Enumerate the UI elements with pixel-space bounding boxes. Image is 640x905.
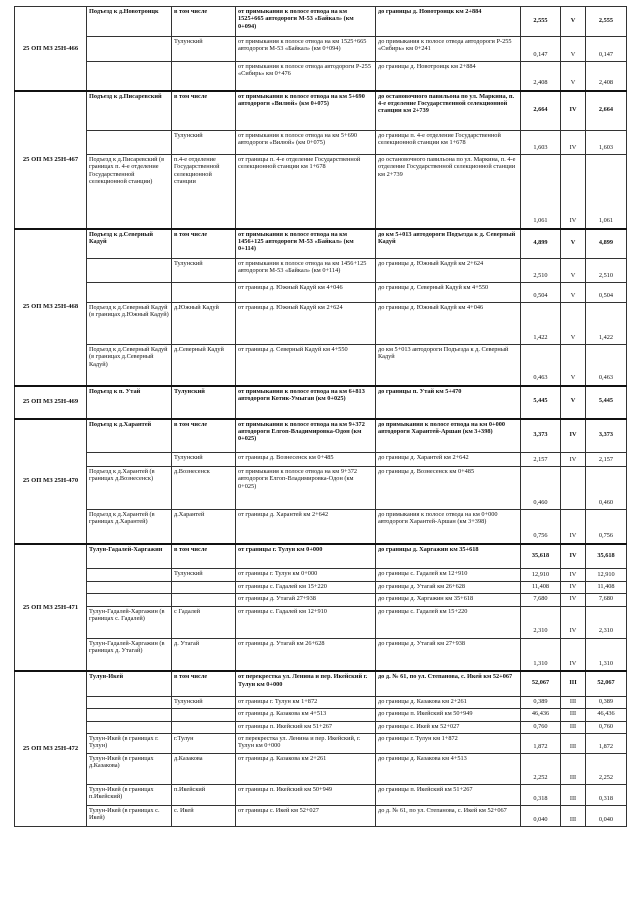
- area-cell: [172, 594, 236, 606]
- total-length-cell: 2,408: [586, 62, 627, 91]
- area-cell: с. Икей: [172, 806, 236, 827]
- total-length-cell: 0,760: [586, 721, 627, 733]
- length-cell: 0,760: [521, 721, 561, 733]
- area-cell: Тулунский: [172, 259, 236, 283]
- category-cell: IV: [561, 419, 586, 453]
- table-row: [15, 62, 627, 91]
- table-row: [15, 155, 627, 229]
- start-point-cell: от границы д. Казакова км 4+513: [236, 709, 376, 721]
- road-id-cell: 25 ОП МЗ 25Н-472: [15, 671, 87, 826]
- road-id-cell: 25 ОП МЗ 25Н-469: [15, 386, 87, 419]
- category-cell: V: [561, 386, 586, 419]
- total-length-cell: 2,664: [586, 91, 627, 131]
- end-point-cell: до границы г. Тулун км 1+872: [376, 734, 521, 754]
- table-row: [15, 734, 627, 754]
- road-name-cell: [87, 453, 172, 467]
- road-id-cell: 25 ОП МЗ 25Н-468: [15, 229, 87, 386]
- start-point-cell: от перекрестка ул. Ленина и пер. Икейский, г. Тулун км 0+000: [236, 734, 376, 754]
- end-point-cell: до примыкания к полосе отвода автодороги Р-255 «Сибирь» км 0+241: [376, 37, 521, 62]
- start-point-cell: от примыкания к полосе отвода на км 1525+665 автодороги М-53 «Байкал» (км 0+094): [236, 37, 376, 62]
- table-row: [15, 785, 627, 806]
- category-cell: V: [561, 62, 586, 91]
- area-cell: д. Утагай: [172, 638, 236, 671]
- total-length-cell: 11,408: [586, 582, 627, 594]
- total-length-cell: 2,310: [586, 606, 627, 638]
- category-cell: IV: [561, 453, 586, 467]
- area-cell: Тулунский: [172, 696, 236, 708]
- category-cell: IV: [561, 131, 586, 155]
- length-cell: 12,910: [521, 569, 561, 582]
- road-name-cell: [87, 709, 172, 721]
- start-point-cell: от границы г. Тулун км 0+000: [236, 569, 376, 582]
- road-name-cell: Тулун-Гадалей-Харгажин: [87, 544, 172, 569]
- end-point-cell: до границы д. Новотроицк км 2+884: [376, 7, 521, 37]
- start-point-cell: от примыкания к полосе отвода на км 9+372 автодороги Елгоп-Владимировка-Одон (км 0+025): [236, 467, 376, 510]
- road-id-cell: 25 ОП МЗ 25Н-467: [15, 91, 87, 229]
- end-point-cell: до границы д. Харгажин км 35+618: [376, 544, 521, 569]
- road-name-cell: Подъезд к д.Северный Кадуй: [87, 229, 172, 259]
- area-cell: в том числе: [172, 544, 236, 569]
- table-row: [15, 569, 627, 582]
- table-row: [15, 283, 627, 303]
- start-point-cell: от примыкания к полосе отвода на км 9+372 автодороги Елгоп-Владимировка-Одон (км 0+025): [236, 419, 376, 453]
- start-point-cell: от границы п. 4-е отделение Государственной селекционной станции км 1+678: [236, 155, 376, 229]
- area-cell: Тулунский: [172, 37, 236, 62]
- total-length-cell: 0,389: [586, 696, 627, 708]
- category-cell: III: [561, 721, 586, 733]
- area-cell: Тулунский: [172, 131, 236, 155]
- total-length-cell: 1,310: [586, 638, 627, 671]
- end-point-cell: до границы д. Утагай км 26+628: [376, 582, 521, 594]
- road-id-cell: 25 ОП МЗ 25Н-470: [15, 419, 87, 544]
- length-cell: 5,445: [521, 386, 561, 419]
- total-length-cell: 0,756: [586, 510, 627, 544]
- area-cell: в том числе: [172, 7, 236, 37]
- end-point-cell: до остановочного павильона по ул. Маркина, п. 4-е отделение Государственной селекционной станции км 2+739: [376, 91, 521, 131]
- total-length-cell: 0,318: [586, 785, 627, 806]
- end-point-cell: до д. № 61, по ул. Степанова, с. Икей км 52+067: [376, 806, 521, 827]
- length-cell: 2,555: [521, 7, 561, 37]
- road-name-cell: Подъезд к д.Харантей (в границах д.Вознесенск): [87, 467, 172, 510]
- end-point-cell: до остановочного павильона по ул. Маркина, п. 4-е отделение Государственной селекционной станции км 2+739: [376, 155, 521, 229]
- end-point-cell: до границы д. Северный Кадуй км 4+550: [376, 283, 521, 303]
- total-length-cell: 5,445: [586, 386, 627, 419]
- total-length-cell: 0,040: [586, 806, 627, 827]
- end-point-cell: до границы с. Гадалей км 15+220: [376, 606, 521, 638]
- length-cell: 0,756: [521, 510, 561, 544]
- length-cell: 35,618: [521, 544, 561, 569]
- table-row: [15, 709, 627, 721]
- area-cell: в том числе: [172, 419, 236, 453]
- end-point-cell: до границы д. Южный Кадуй км 4+046: [376, 303, 521, 345]
- category-cell: IV: [561, 594, 586, 606]
- length-cell: 3,373: [521, 419, 561, 453]
- start-point-cell: от границы п. Икейский км 50+949: [236, 785, 376, 806]
- length-cell: 46,436: [521, 709, 561, 721]
- road-name-cell: Тулун-Гадалей-Харгажин (в границах с. Гадалей): [87, 606, 172, 638]
- end-point-cell: до границы д. Утагай км 27+938: [376, 638, 521, 671]
- end-point-cell: до границы п. Икейский км 50+949: [376, 709, 521, 721]
- table-row: [15, 467, 627, 510]
- category-cell: IV: [561, 510, 586, 544]
- category-cell: III: [561, 806, 586, 827]
- road-name-cell: Тулун-Гадалей-Харгажин (в границах д. Утагай): [87, 638, 172, 671]
- category-cell: V: [561, 7, 586, 37]
- table-row: [15, 544, 627, 569]
- area-cell: п.Икейский: [172, 785, 236, 806]
- area-cell: Тулунский: [172, 386, 236, 419]
- end-point-cell: до границы д. Южный Кадуй км 2+624: [376, 259, 521, 283]
- category-cell: V: [561, 283, 586, 303]
- category-cell: IV: [561, 638, 586, 671]
- area-cell: [172, 709, 236, 721]
- start-point-cell: от границы с. Гадалей км 15+220: [236, 582, 376, 594]
- length-cell: 1,422: [521, 303, 561, 345]
- roads-register-page: [14, 6, 626, 827]
- end-point-cell: до д. № 61, по ул. Степанова, с. Икей км 52+067: [376, 671, 521, 696]
- end-point-cell: до границы д. Новотроицк км 2+884: [376, 62, 521, 91]
- table-row: [15, 696, 627, 708]
- roads-register-table: [14, 6, 627, 827]
- table-row: [15, 259, 627, 283]
- length-cell: 0,463: [521, 345, 561, 386]
- length-cell: 4,899: [521, 229, 561, 259]
- length-cell: 2,510: [521, 259, 561, 283]
- start-point-cell: от границы д. Северный Кадуй км 4+550: [236, 345, 376, 386]
- category-cell: III: [561, 671, 586, 696]
- category-cell: V: [561, 345, 586, 386]
- start-point-cell: от примыкания к полосе отвода на км 1456+125 автодороги М-53 «Байкал» (км 0+114): [236, 259, 376, 283]
- category-cell: IV: [561, 544, 586, 569]
- category-cell: IV: [561, 606, 586, 638]
- register-body: [15, 7, 627, 827]
- road-name-cell: Подъезд к п. Утай: [87, 386, 172, 419]
- road-name-cell: Тулун-Икей (в границах г. Тулун): [87, 734, 172, 754]
- category-cell: IV: [561, 569, 586, 582]
- total-length-cell: 2,252: [586, 754, 627, 785]
- area-cell: Тулунский: [172, 453, 236, 467]
- area-cell: в том числе: [172, 91, 236, 131]
- length-cell: 1,872: [521, 734, 561, 754]
- category-cell: V: [561, 259, 586, 283]
- end-point-cell: до границы с. Икей км 52+027: [376, 721, 521, 733]
- table-row: [15, 806, 627, 827]
- start-point-cell: от примыкания к полосе отвода автодороги Р-255 «Сибирь» км 0+476: [236, 62, 376, 91]
- total-length-cell: 1,422: [586, 303, 627, 345]
- end-point-cell: до примыкания к полосе отвода на км 0+000 автодороги Харантей-Аршан (км 3+398): [376, 419, 521, 453]
- end-point-cell: до границы д. Харантей км 2+642: [376, 453, 521, 467]
- road-name-cell: [87, 62, 172, 91]
- area-cell: [172, 582, 236, 594]
- length-cell: 2,664: [521, 91, 561, 131]
- start-point-cell: от границы д. Южный Кадуй км 4+046: [236, 283, 376, 303]
- area-cell: д.Южный Кадуй: [172, 303, 236, 345]
- category-cell: III: [561, 754, 586, 785]
- start-point-cell: от границы п. Икейский км 51+267: [236, 721, 376, 733]
- total-length-cell: 35,618: [586, 544, 627, 569]
- road-name-cell: Тулун-Икей (в границах с. Икей): [87, 806, 172, 827]
- start-point-cell: от примыкания к полосе отвода на км 1456+125 автодороги М-53 «Байкал» (км 0+114): [236, 229, 376, 259]
- end-point-cell: до границы д. Харгажин км 35+618: [376, 594, 521, 606]
- total-length-cell: 1,872: [586, 734, 627, 754]
- total-length-cell: 0,504: [586, 283, 627, 303]
- start-point-cell: от примыкания к полосе отвода на км 5+690 автодороги «Вилюй» (км 0+075): [236, 131, 376, 155]
- category-cell: [561, 467, 586, 510]
- road-id-cell: 25 ОП МЗ 25Н-466: [15, 7, 87, 91]
- total-length-cell: 2,555: [586, 7, 627, 37]
- road-name-cell: [87, 37, 172, 62]
- area-cell: д.Харантей: [172, 510, 236, 544]
- road-name-cell: [87, 594, 172, 606]
- total-length-cell: 2,157: [586, 453, 627, 467]
- area-cell: п.4-е отделение Государственной селекционной станции: [172, 155, 236, 229]
- area-cell: в том числе: [172, 229, 236, 259]
- length-cell: 52,067: [521, 671, 561, 696]
- road-name-cell: Подъезд к д.Харантей (в границах д.Харантей): [87, 510, 172, 544]
- table-row: [15, 386, 627, 419]
- end-point-cell: до границы д. Казакова км 2+261: [376, 696, 521, 708]
- total-length-cell: 2,510: [586, 259, 627, 283]
- table-row: [15, 303, 627, 345]
- start-point-cell: от границы д. Южный Кадуй км 2+624: [236, 303, 376, 345]
- table-row: [15, 419, 627, 453]
- length-cell: 1,310: [521, 638, 561, 671]
- area-cell: в том числе: [172, 671, 236, 696]
- table-row: [15, 606, 627, 638]
- area-cell: [172, 283, 236, 303]
- area-cell: д.Вознесенск: [172, 467, 236, 510]
- length-cell: 7,680: [521, 594, 561, 606]
- table-row: [15, 754, 627, 785]
- table-row: [15, 453, 627, 467]
- end-point-cell: до границы с. Гадалей км 12+910: [376, 569, 521, 582]
- area-cell: [172, 62, 236, 91]
- total-length-cell: 0,463: [586, 345, 627, 386]
- road-name-cell: [87, 721, 172, 733]
- start-point-cell: от границы д. Вознесенск км 0+485: [236, 453, 376, 467]
- total-length-cell: 1,061: [586, 155, 627, 229]
- start-point-cell: от перекрестка ул. Ленина и пер. Икейский г. Тулун км 0+000: [236, 671, 376, 696]
- area-cell: Тулунский: [172, 569, 236, 582]
- end-point-cell: до границы д. Вознесенск км 0+485: [376, 467, 521, 510]
- table-row: [15, 37, 627, 62]
- road-name-cell: Подъезд к д.Северный Кадуй (в границах д.Южный Кадуй): [87, 303, 172, 345]
- table-row: [15, 582, 627, 594]
- category-cell: V: [561, 37, 586, 62]
- length-cell: 1,061: [521, 155, 561, 229]
- length-cell: 0,318: [521, 785, 561, 806]
- road-name-cell: Подъезд к д.Харантей: [87, 419, 172, 453]
- road-name-cell: [87, 696, 172, 708]
- total-length-cell: 1,603: [586, 131, 627, 155]
- total-length-cell: 0,147: [586, 37, 627, 62]
- end-point-cell: до границы д. Казакова км 4+513: [376, 754, 521, 785]
- road-name-cell: Тулун-Икей: [87, 671, 172, 696]
- total-length-cell: 7,680: [586, 594, 627, 606]
- end-point-cell: до км 5+013 автодороги Подъезда к д. Северный Кадуй: [376, 345, 521, 386]
- road-name-cell: Подъезд к д.Северный Кадуй (в границах д.Северный Кадуй): [87, 345, 172, 386]
- start-point-cell: от границы г. Тулун км 0+000: [236, 544, 376, 569]
- table-row: [15, 345, 627, 386]
- table-row: [15, 510, 627, 544]
- category-cell: IV: [561, 155, 586, 229]
- start-point-cell: от примыкания к полосе отвода на км 1525+665 автодороги М-53 «Байкал» (км 0+094): [236, 7, 376, 37]
- road-name-cell: [87, 569, 172, 582]
- total-length-cell: 4,899: [586, 229, 627, 259]
- end-point-cell: до границы п. Икейский км 51+267: [376, 785, 521, 806]
- area-cell: г.Тулун: [172, 734, 236, 754]
- start-point-cell: от границы г. Тулун км 1+872: [236, 696, 376, 708]
- length-cell: 0,147: [521, 37, 561, 62]
- start-point-cell: от границы д. Утагай км 26+628: [236, 638, 376, 671]
- road-name-cell: [87, 259, 172, 283]
- length-cell: 11,408: [521, 582, 561, 594]
- road-name-cell: Подъезд к д.Новотроицк: [87, 7, 172, 37]
- table-row: [15, 721, 627, 733]
- area-cell: д.Казакова: [172, 754, 236, 785]
- road-name-cell: Тулун-Икей (в границах д.Казакова): [87, 754, 172, 785]
- total-length-cell: 3,373: [586, 419, 627, 453]
- table-row: [15, 131, 627, 155]
- table-row: [15, 638, 627, 671]
- length-cell: 2,408: [521, 62, 561, 91]
- length-cell: 0,389: [521, 696, 561, 708]
- road-name-cell: [87, 283, 172, 303]
- table-row: [15, 594, 627, 606]
- start-point-cell: от границы д. Утагай 27+938: [236, 594, 376, 606]
- total-length-cell: 52,067: [586, 671, 627, 696]
- start-point-cell: от границы с. Гадалей км 12+910: [236, 606, 376, 638]
- area-cell: д.Северный Кадуй: [172, 345, 236, 386]
- category-cell: IV: [561, 582, 586, 594]
- category-cell: IV: [561, 91, 586, 131]
- end-point-cell: до примыкания к полосе отвода на км 0+000 автодороги Харантей-Аршан (км 3+398): [376, 510, 521, 544]
- start-point-cell: от границы д. Харантей км 2+642: [236, 510, 376, 544]
- length-cell: 0,504: [521, 283, 561, 303]
- length-cell: 2,157: [521, 453, 561, 467]
- category-cell: III: [561, 709, 586, 721]
- area-cell: [172, 721, 236, 733]
- category-cell: V: [561, 303, 586, 345]
- length-cell: 2,310: [521, 606, 561, 638]
- category-cell: III: [561, 734, 586, 754]
- start-point-cell: от границы д. Казакова км 2+261: [236, 754, 376, 785]
- end-point-cell: до границы п. Утай км 5+470: [376, 386, 521, 419]
- end-point-cell: до км 5+013 автодороги Подъезда к д. Северный Кадуй: [376, 229, 521, 259]
- length-cell: 0,460: [521, 467, 561, 510]
- length-cell: 1,603: [521, 131, 561, 155]
- road-name-cell: [87, 131, 172, 155]
- table-row: [15, 671, 627, 696]
- table-row: [15, 91, 627, 131]
- road-id-cell: 25 ОП МЗ 25Н-471: [15, 544, 87, 672]
- category-cell: III: [561, 696, 586, 708]
- total-length-cell: 46,436: [586, 709, 627, 721]
- road-name-cell: Тулун-Икей (в границах п.Икейский): [87, 785, 172, 806]
- end-point-cell: до границы п. 4-е отделение Государственной селекционной станции км 1+678: [376, 131, 521, 155]
- length-cell: 0,040: [521, 806, 561, 827]
- table-row: [15, 229, 627, 259]
- start-point-cell: от примыкания к полосе отвода на км 6+813 автодороги Котик-Умыган (км 0+025): [236, 386, 376, 419]
- road-name-cell: [87, 582, 172, 594]
- category-cell: V: [561, 229, 586, 259]
- road-name-cell: Подъезд к д.Писаревский: [87, 91, 172, 131]
- area-cell: с Гадалей: [172, 606, 236, 638]
- length-cell: 2,252: [521, 754, 561, 785]
- table-row: [15, 7, 627, 37]
- category-cell: III: [561, 785, 586, 806]
- road-name-cell: Подъезд к д.Писаревский (в границах п. 4-е отделение Государственной селекционной станции): [87, 155, 172, 229]
- total-length-cell: 12,910: [586, 569, 627, 582]
- start-point-cell: от примыкания к полосе отвода на км 5+690 автодороги «Вилюй» (км 0+075): [236, 91, 376, 131]
- start-point-cell: от границы с. Икей км 52+027: [236, 806, 376, 827]
- total-length-cell: 0,460: [586, 467, 627, 510]
